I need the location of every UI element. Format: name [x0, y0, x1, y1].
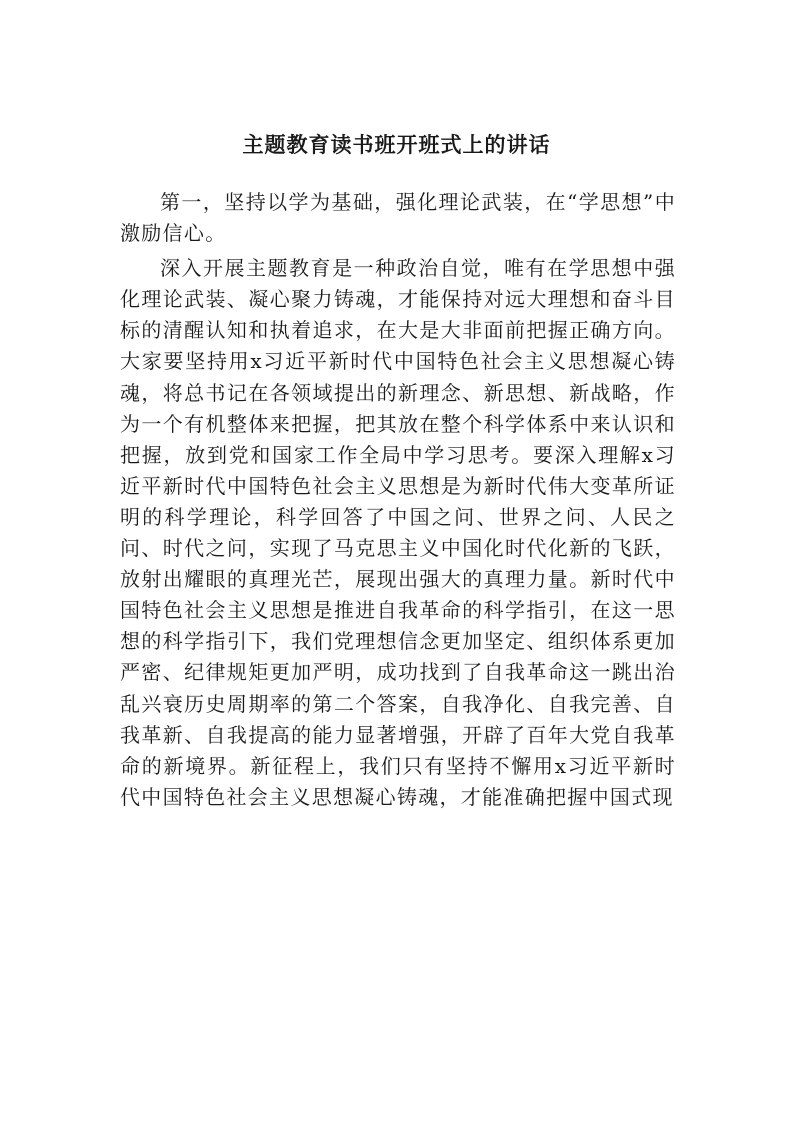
- document-body: [120, 187, 676, 813]
- document-title: 主题教育读书班开班式上的讲话: [242, 132, 551, 157]
- paragraph-heading-first-point: 第一，坚持以学为基础，强化理论武装，在“学思想”中激励信心。: [120, 190, 676, 246]
- paragraph-body: 深入开展主题教育是一种政治自觉，唯有在学思想中强化理论武装、凝心聚力铸魂，才能保持对远大理想和奋斗目标的清醒认知和执着追求，在大是大非面前把握正确方向。大家要坚持用x习近平新时代中国特色社会主义思想凝心铸魂，将总书记在各领域提出的新理念、新思想、新战略，作为一个有机整体来把握，把其放在整个科学体系中来认识和把握，放到党和国家工作全局中学习思考。要深入理解x习近平新时代中国特色社会主义思想是为新时代伟大变革所证明的科学理论，科学回答了中国之问、世界之问、人民之问、时代之问，实现了马克思主义中国化时代化新的飞跃，放射出耀眼的真理光芒，展现出强大的真理力量。新时代中国特色社会主义思想是推进自我革命的科学指引，在这一思想的科学指引下，我们党理想信念更加坚定、组织体系更加严密、纪律规矩更加严明，成功找到了自我革命这一跳出治乱兴衰历史周期率的第二个答案，自我净化、自我完善、自我革新、自我提高的能力显著增强，开辟了百年大党自我革命的新境界。新征程上，我们只有坚持不懈用x习近平新时代中国特色社会主义思想凝心铸魂，才能准确把握中国式现: [120, 256, 676, 809]
